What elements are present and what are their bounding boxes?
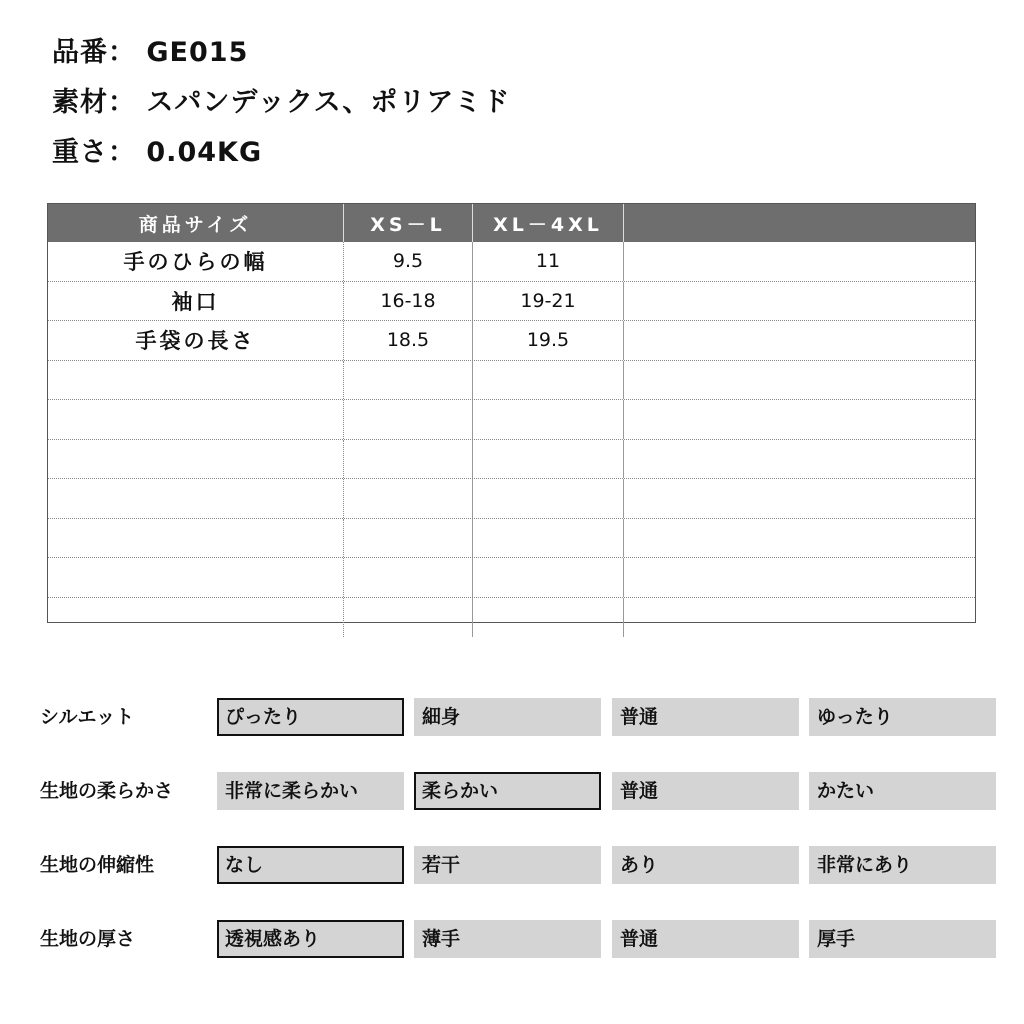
table-cell: [624, 479, 975, 518]
scale-option: 普通: [612, 920, 799, 958]
table-cell: [344, 400, 473, 439]
table-row-empty: [48, 400, 975, 440]
table-row-empty: [48, 440, 975, 480]
scale-label: 生地の厚さ: [40, 928, 136, 950]
scale-option: 若干: [414, 846, 601, 884]
table-cell: 16-18: [344, 282, 473, 321]
table-row-empty: [48, 598, 975, 638]
scale-option: 普通: [612, 772, 799, 810]
table-cell: [473, 558, 624, 597]
scale-option: 普通: [612, 698, 799, 736]
size-table: [47, 203, 976, 623]
scale-label: 生地の伸縮性: [40, 854, 155, 876]
product-info: [52, 28, 510, 178]
table-cell: [48, 440, 344, 479]
table-cell: [624, 440, 975, 479]
scale-option-selected: 柔らかい: [414, 772, 601, 810]
table-cell: [344, 479, 473, 518]
scale-option: 厚手: [809, 920, 996, 958]
table-cell: [48, 558, 344, 597]
scale-label: シルエット: [40, 706, 135, 728]
table-row-empty: [48, 558, 975, 598]
table-row: [48, 282, 975, 322]
product-code: 品番： GE015: [52, 37, 249, 68]
table-row: [48, 321, 975, 361]
table-cell: [624, 558, 975, 597]
size-table-header: [48, 204, 975, 242]
table-cell: [473, 361, 624, 400]
table-row: [48, 242, 975, 282]
table-cell: [624, 282, 975, 321]
table-cell: [473, 440, 624, 479]
header-cell-xs-l: XS－L: [344, 204, 473, 242]
product-material: 素材： スパンデックス、ポリアミド: [52, 87, 511, 118]
scale-option: あり: [612, 846, 799, 884]
table-cell: [48, 519, 344, 558]
scale-option: 細身: [414, 698, 601, 736]
table-cell: [624, 400, 975, 439]
table-cell: [344, 598, 473, 638]
row-label: 手のひらの幅: [48, 242, 344, 281]
table-cell: 19-21: [473, 282, 624, 321]
scale-option: ゆったり: [809, 698, 996, 736]
scale-option-selected: ぴったり: [217, 698, 404, 736]
table-cell: [48, 400, 344, 439]
table-cell: [624, 519, 975, 558]
header-cell-empty: [624, 204, 975, 242]
table-cell: [48, 479, 344, 518]
scale-option: かたい: [809, 772, 996, 810]
table-cell: 18.5: [344, 321, 473, 360]
table-cell: [344, 361, 473, 400]
table-row-empty: [48, 361, 975, 401]
table-cell: [48, 598, 344, 638]
scale-option: 非常に柔らかい: [217, 772, 404, 810]
scale-option: 非常にあり: [809, 846, 996, 884]
table-row-empty: [48, 519, 975, 559]
table-cell: 19.5: [473, 321, 624, 360]
product-weight: 重さ： 0.04KG: [52, 137, 263, 168]
table-cell: [624, 598, 975, 638]
table-cell: [344, 440, 473, 479]
table-cell: [624, 242, 975, 281]
scale-label: 生地の柔らかさ: [40, 780, 174, 802]
header-cell-xl-4xl: XL－4XL: [473, 204, 624, 242]
scale-option-selected: 透視感あり: [217, 920, 404, 958]
table-cell: [473, 598, 624, 638]
table-cell: 11: [473, 242, 624, 281]
table-cell: [344, 558, 473, 597]
scale-option: 薄手: [414, 920, 601, 958]
table-cell: [624, 321, 975, 360]
table-cell: 9.5: [344, 242, 473, 281]
table-cell: [473, 400, 624, 439]
table-cell: [473, 519, 624, 558]
scale-option-selected: なし: [217, 846, 404, 884]
header-cell-size: 商品サイズ: [48, 204, 344, 242]
table-row-empty: [48, 479, 975, 519]
table-cell: [473, 479, 624, 518]
row-label: 手袋の長さ: [48, 321, 344, 360]
row-label: 袖口: [48, 282, 344, 321]
table-cell: [344, 519, 473, 558]
table-cell: [48, 361, 344, 400]
table-cell: [624, 361, 975, 400]
